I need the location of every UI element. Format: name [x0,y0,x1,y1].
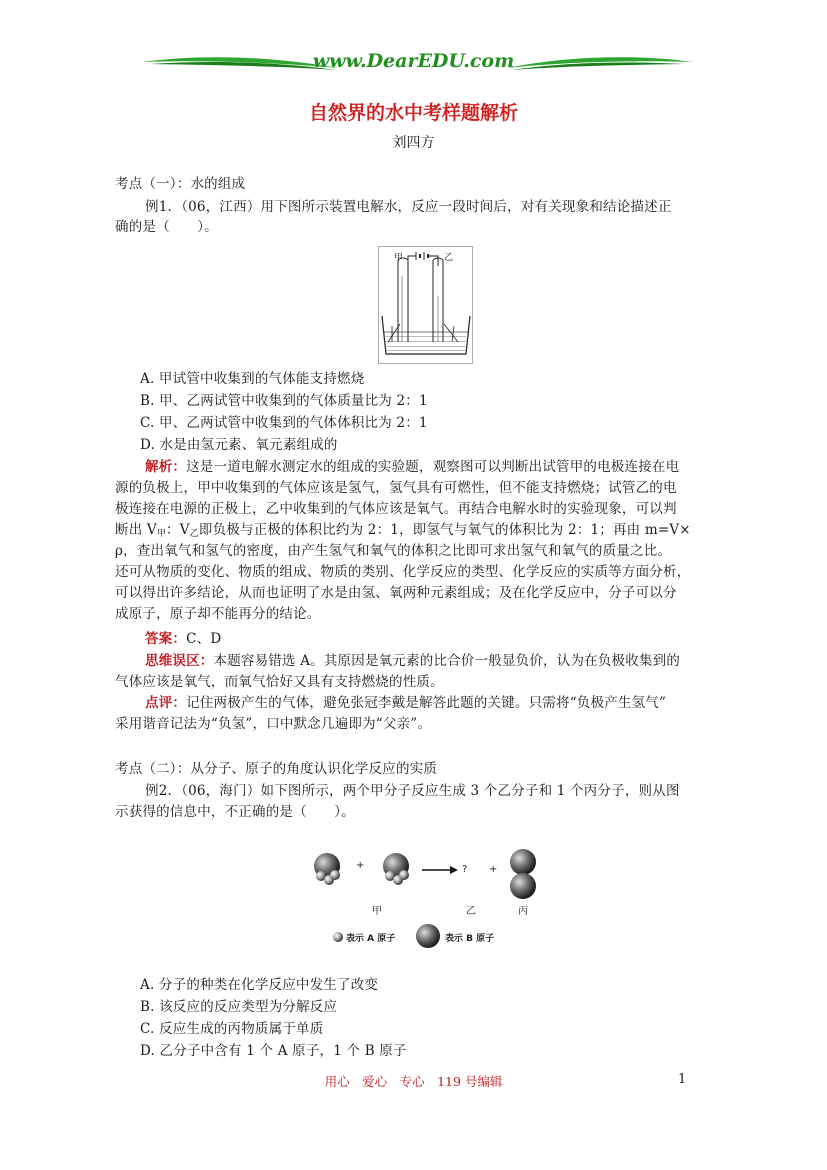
page-title: 自然界的水中考样题解析 [308,102,518,124]
example1-line1: 例1．（06，江西）用下图所示装置电解水，反应一段时间后，对有关现象和结论描述正 [145,199,672,215]
analysis-line-7: 可以得出许多结论，从而也证明了水是由氢、氧两种元素组成；及在化学反应中，分子可以分 [115,585,677,601]
comment-label: 点评： [145,695,187,711]
tube-jia-label: 甲 [394,253,404,263]
molecule-reaction-figure [312,836,550,954]
option-c: C. 甲、乙两试管中收集到的气体体积比为 2：1 [140,415,428,431]
legend-b-text: 表示 B 原子 [445,934,495,944]
colon-v: ：V [166,522,190,538]
option2-d: D. 乙分子中含有 1 个 A 原子，1 个 B 原子 [140,1043,407,1059]
section2-heading: 考点（二）：从分子、原子的角度认识化学反应的实质 [115,761,438,777]
unknown-molecule-mark: ? [462,864,468,875]
analysis-line-4-end: 即负极与正极的体积比约为 2：1，即氢气与氧气的体积比为 2：1；再由 m=V× [198,522,691,538]
option2-c: C. 反应生成的丙物质属于单质 [140,1021,324,1037]
example2-line1: 例2．（06，海门）如下图所示，两个甲分子反应生成 3 个乙分子和 1 个丙分子，则从图 [145,783,680,799]
mistake-line-2: 气体应该是氧气，而氧气恰好又具有支持燃烧的性质。 [115,674,444,690]
legend-b-atom [416,924,440,948]
molecule-jia-2 [383,853,409,885]
analysis-line-3: 极连接在电源的正极上，乙中收集到的气体应该是氧气。再结合电解水时的实验现象，可以判 [115,501,677,517]
electrolysis-apparatus-figure [378,246,473,364]
answer-label: 答案： [145,631,187,647]
subscript-neg: 甲 [156,529,167,539]
option2-a: A. 分子的种类在化学反应中发生了改变 [140,977,379,993]
tube-yi-label: 乙 [444,253,454,263]
analysis-line-1: 这是一道电解水测定水的组成的实验题，观察图可以判断出试管甲的电极连接在电 [186,459,680,475]
option2-b: B. 该反应的反应类型为分解反应 [140,999,338,1015]
mistake-line-1: 本题容易错选 A。其原因是氧元素的比合价一般显负价，认为在负极收集到的 [213,653,681,669]
molecule-jia-1 [314,853,340,885]
legend-a-text: 表示 A 原子 [346,934,396,944]
reaction-arrow [422,866,458,874]
analysis-line-4-start: 断出 V [115,522,157,538]
label-yi: 乙 [466,906,476,917]
analysis-label: 解析： [145,459,187,475]
comment-line-1: 记住两极产生的气体，避免张冠李戴是解答此题的关键。只需将“负极产生氢气” [186,695,667,711]
option-d: D. 水是由氢元素、氧元素组成的 [140,437,338,453]
option-b: B. 甲、乙两试管中收集到的气体质量比为 2：1 [140,393,428,409]
footer-text: 用心 爱心 专心 119 号编辑 [324,1074,503,1089]
analysis-line-6: 还可从物质的变化、物质的组成、物质的类别、化学反应的类型、化学反应的实质等方面分析， [115,564,691,580]
mistake-label: 思维误区： [145,653,214,669]
subscript-pos: 乙 [189,529,199,539]
analysis-line-8: 成原子，原子却不能再分的结论。 [115,606,321,622]
page-number: 1 [678,1072,687,1087]
section1-heading: 考点（一）：水的组成 [115,176,246,192]
comment-line-2: 采用谐音记法为“负氢”，口中默念几遍即为“父亲”。 [115,716,432,732]
analysis-line-2: 源的负极上，甲中收集到的气体应该是氢气，氢气具有可燃性，但不能支持燃烧；试管乙的电 [115,480,677,496]
analysis-line-5: ρ，查出氧气和氢气的密度，由产生氢气和氧气的体积之比即可求出氢气和氧气的质量之比。 [115,543,672,559]
label-bing: 丙 [518,906,528,917]
plus-2: + [489,864,498,875]
example1-line2: 确的是（ ）。 [115,219,218,235]
author: 刘四方 [392,135,435,151]
legend-a-atom [333,932,343,942]
label-jia: 甲 [372,906,382,917]
example2-line2: 示获得的信息中，不正确的是（ ）。 [115,804,355,820]
header-site-link[interactable]: www.DearEDU.com [312,50,515,72]
plus-1: + [356,860,365,871]
molecule-bing [510,849,536,899]
answer-value: C、D [186,631,222,647]
option-a: A. 甲试管中收集到的气体能支持燃烧 [140,371,365,387]
